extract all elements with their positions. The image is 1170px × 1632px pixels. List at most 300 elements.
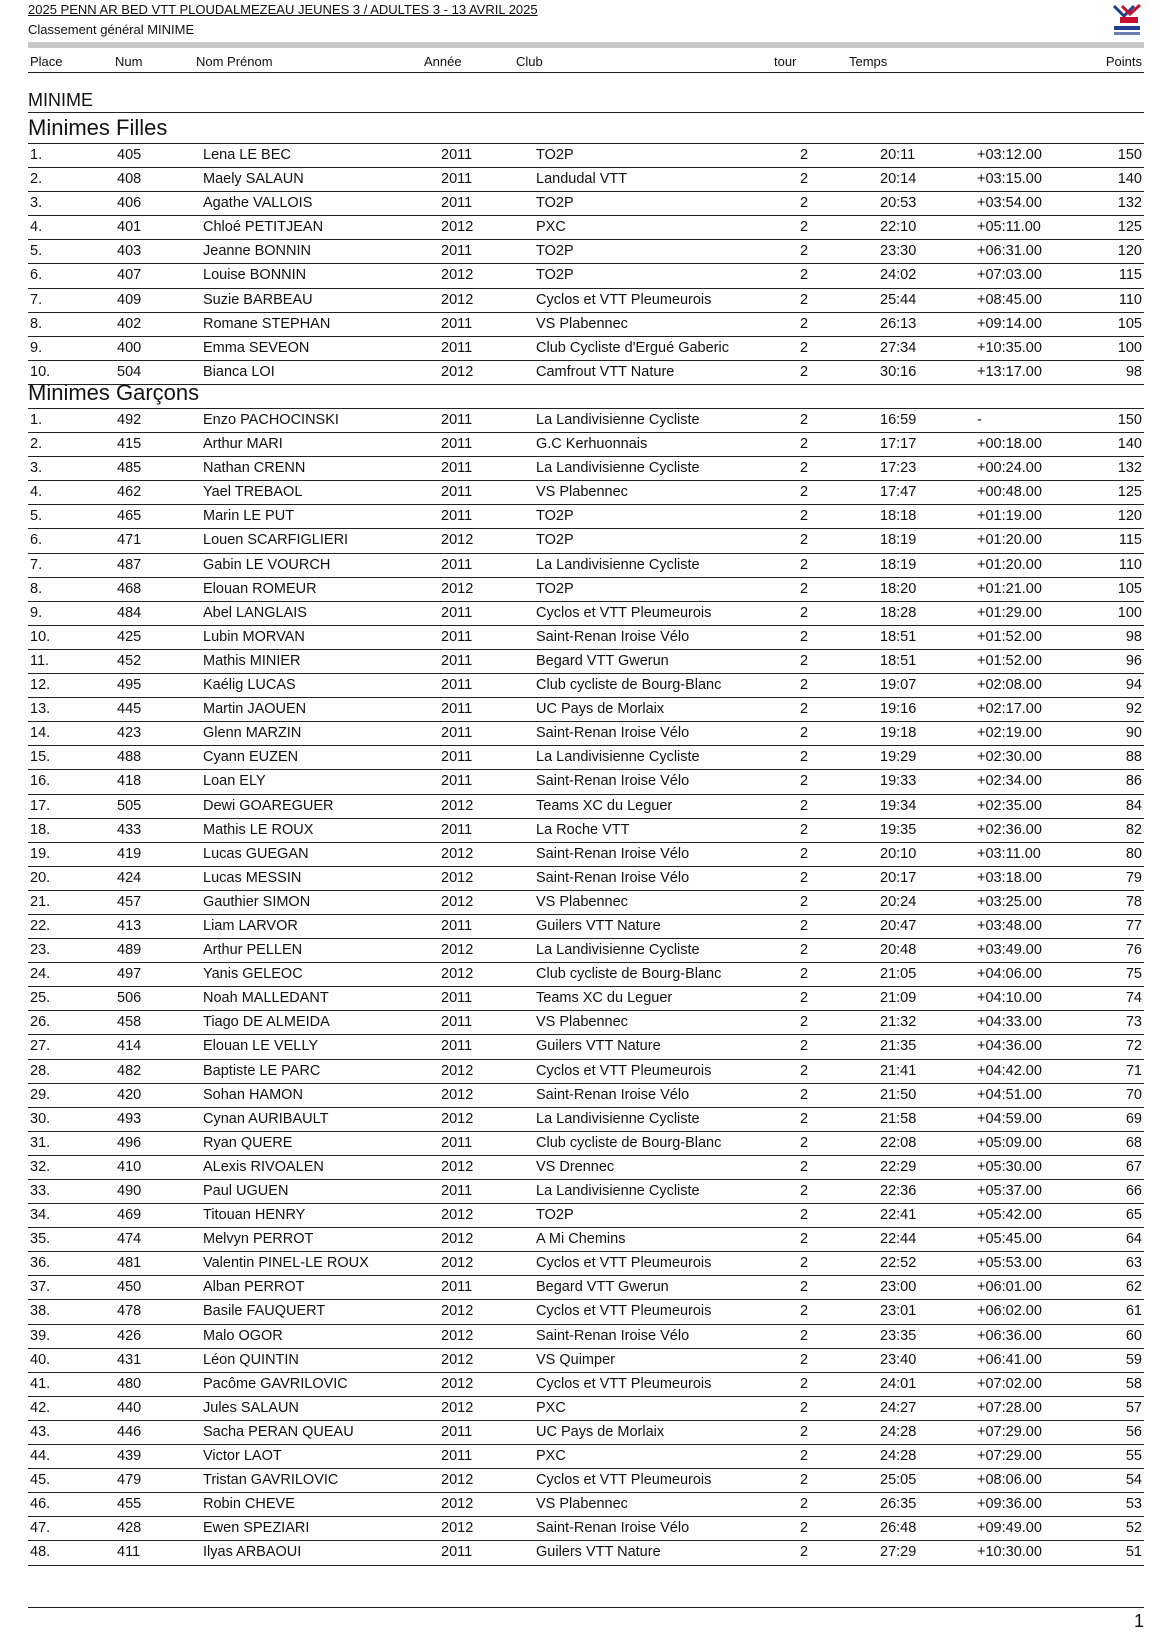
cell-name: Gauthier SIMON [203,893,311,910]
cell-num: 406 [117,195,142,212]
cell-name: Yanis GELEOC [203,966,303,983]
cell-year: 2012 [441,869,474,886]
cell-year: 2011 [441,436,473,453]
cell-year: 2012 [441,1158,474,1175]
cell-year: 2012 [441,363,474,380]
cell-gap: +01:19.00 [977,508,1042,525]
cell-club: Cyclos et VTT Pleumeurois [536,1062,712,1079]
table-row [28,1180,1144,1204]
cell-time: 21:58 [880,1110,917,1127]
cell-time: 30:16 [880,363,917,380]
cell-time: 20:47 [880,917,917,934]
cell-time: 24:01 [880,1375,917,1392]
cell-points: 55 [1125,1448,1142,1465]
cell-num: 419 [117,845,142,862]
cell-time: 23:35 [880,1327,917,1344]
cell-gap: +09:14.00 [977,315,1042,332]
table-row [28,795,1144,819]
cell-gap: +05:42.00 [977,1207,1042,1224]
cell-club: Cyclos et VTT Pleumeurois [536,1375,712,1392]
cell-club: Saint-Renan Iroise Vélo [536,1327,690,1344]
cell-num: 424 [117,869,142,886]
cell-tour: 2 [800,1303,809,1320]
cell-points: 96 [1125,652,1142,669]
cell-time: 21:05 [880,966,917,983]
cell-num: 425 [117,628,142,645]
cell-place: 34. [30,1207,51,1224]
cell-club: PXC [536,1448,566,1465]
cell-club: Teams XC du Leguer [536,797,673,814]
cell-points: 88 [1125,749,1142,766]
cell-num: 484 [117,604,142,621]
cell-place: 9. [30,604,43,621]
cell-time: 23:40 [880,1351,917,1368]
table-row [28,1493,1144,1517]
cell-name: Abel LANGLAIS [203,604,307,621]
cell-year: 2011 [441,652,473,669]
cell-tour: 2 [800,1038,809,1055]
cell-year: 2012 [441,1399,474,1416]
cell-gap: +13:17.00 [977,363,1042,380]
cell-name: Cynan AURIBAULT [203,1110,329,1127]
cell-name: Louise BONNIN [203,267,307,284]
cell-gap: +04:10.00 [977,990,1042,1007]
cell-num: 433 [117,821,142,838]
table-row [28,433,1144,457]
cell-tour: 2 [800,436,809,453]
cell-points: 73 [1125,1014,1142,1031]
cell-gap: +07:03.00 [977,267,1042,284]
cell-year: 2011 [441,1423,473,1440]
cell-points: 120 [1117,508,1142,525]
cell-time: 19:18 [880,725,917,742]
cell-num: 490 [117,1183,142,1199]
cell-gap: +06:31.00 [977,243,1042,260]
cell-gap: +01:20.00 [977,532,1042,549]
cell-name: Yael TREBAOL [203,484,303,501]
cell-name: Tiago DE ALMEIDA [203,1014,330,1031]
cell-num: 428 [117,1520,142,1537]
cell-num: 482 [117,1062,142,1079]
cell-gap: +00:18.00 [977,436,1042,453]
cell-gap: +02:17.00 [977,701,1042,718]
cell-num: 413 [117,917,142,934]
cell-num: 440 [117,1399,142,1416]
cell-num: 493 [117,1110,142,1127]
cell-name: Liam LARVOR [203,917,298,934]
cell-num: 479 [117,1472,142,1489]
cell-club: Club cycliste de Bourg-Blanc [536,677,722,694]
cell-name: Jeanne BONNIN [203,243,311,260]
cell-time: 22:41 [880,1207,917,1224]
cell-points: 82 [1125,821,1142,838]
cell-year: 2012 [441,1231,474,1248]
cell-points: 98 [1125,363,1142,380]
table-row [28,1084,1144,1108]
cell-gap: +04:33.00 [977,1014,1042,1031]
cell-club: Club Cycliste d'Ergué Gaberic [536,339,729,356]
cell-tour: 2 [800,1134,809,1151]
cell-num: 401 [117,219,142,236]
cell-points: 90 [1125,725,1142,742]
cell-club: UC Pays de Morlaix [536,701,665,718]
cell-club: Begard VTT Gwerun [536,652,669,669]
cell-name: Cyann EUZEN [203,749,299,766]
cell-time: 19:33 [880,773,917,790]
cell-time: 27:34 [880,339,917,356]
cell-name: Sohan HAMON [203,1086,303,1103]
cell-year: 2011 [441,171,473,188]
cell-num: 489 [117,942,142,959]
cell-time: 23:01 [880,1303,917,1320]
cell-club: G.C Kerhuonnais [536,436,648,453]
cell-points: 69 [1125,1110,1142,1127]
column-header-row [28,52,1144,73]
cell-club: La Landivisienne Cycliste [536,412,700,428]
cell-year: 2011 [441,701,473,718]
cell-place: 43. [30,1423,51,1440]
cell-gap: +07:28.00 [977,1399,1042,1416]
cell-year: 2011 [441,147,473,163]
cell-place: 1. [30,412,43,428]
cell-year: 2011 [441,1183,473,1199]
cell-club: La Landivisienne Cycliste [536,1110,700,1127]
table-row [28,264,1144,288]
cell-place: 8. [30,315,43,332]
cell-name: Arthur MARI [203,436,283,453]
cell-name: Tristan GAVRILOVIC [203,1472,339,1489]
cell-num: 450 [117,1279,142,1296]
cell-tour: 2 [800,363,809,380]
cell-num: 481 [117,1255,142,1272]
table-row [28,1541,1144,1565]
cell-time: 19:29 [880,749,917,766]
cell-year: 2011 [441,1448,473,1465]
cell-club: Saint-Renan Iroise Vélo [536,1086,690,1103]
cell-place: 28. [30,1062,51,1079]
table-row [28,1445,1144,1469]
cell-place: 9. [30,339,43,356]
cell-place: 29. [30,1086,51,1103]
footer-divider [28,1607,1144,1608]
table-row [28,457,1144,481]
cell-time: 18:28 [880,604,917,621]
cell-gap: +03:18.00 [977,869,1042,886]
table-row [28,867,1144,891]
cell-tour: 2 [800,821,809,838]
cell-year: 2012 [441,1086,474,1103]
cell-place: 25. [30,990,51,1007]
cell-num: 458 [117,1014,142,1031]
cell-year: 2011 [441,1014,473,1031]
cell-place: 45. [30,1472,51,1489]
cell-num: 415 [117,436,142,453]
cell-points: 125 [1117,219,1142,236]
cell-time: 20:14 [880,171,917,188]
cell-points: 105 [1117,315,1142,332]
cell-num: 485 [117,460,142,477]
cell-points: 68 [1125,1134,1142,1151]
cell-name: Dewi GOAREGUER [203,797,334,814]
cell-tour: 2 [800,291,809,308]
results-table [28,408,1144,1566]
cell-gap: +04:51.00 [977,1086,1042,1103]
column-header-points: Points [1105,54,1142,69]
cell-place: 1. [30,147,43,163]
cell-year: 2011 [441,1038,473,1055]
cell-tour: 2 [800,1520,809,1537]
table-row [28,1011,1144,1035]
column-header-year: Année [424,54,462,69]
cell-gap: +03:15.00 [977,171,1042,188]
cell-num: 462 [117,484,142,501]
cell-time: 26:48 [880,1520,917,1537]
table-row [28,216,1144,240]
cell-club: Begard VTT Gwerun [536,1279,669,1296]
cell-gap: +03:54.00 [977,195,1042,212]
cell-place: 7. [30,556,43,573]
results-table [28,143,1144,385]
cell-club: Club cycliste de Bourg-Blanc [536,1134,722,1151]
cell-place: 42. [30,1399,51,1416]
table-row [28,963,1144,987]
cell-tour: 2 [800,1062,809,1079]
cell-points: 79 [1125,869,1142,886]
cell-num: 495 [117,677,142,694]
cell-club: VS Plabennec [536,893,628,910]
cell-time: 22:08 [880,1134,917,1151]
cell-gap: +03:49.00 [977,942,1042,959]
cell-club: Cyclos et VTT Pleumeurois [536,604,712,621]
cell-tour: 2 [800,460,809,477]
cell-points: 63 [1125,1255,1142,1272]
cell-tour: 2 [800,171,809,188]
cell-num: 420 [117,1086,142,1103]
cell-club: Camfrout VTT Nature [536,363,675,380]
cell-place: 22. [30,917,51,934]
cell-num: 505 [117,797,142,814]
cell-time: 20:24 [880,893,917,910]
cell-place: 20. [30,869,51,886]
cell-place: 44. [30,1448,51,1465]
cell-tour: 2 [800,628,809,645]
cell-time: 20:53 [880,195,917,212]
cell-place: 4. [30,219,43,236]
column-header-tour: tour [774,54,797,69]
cell-place: 2. [30,171,43,188]
cell-place: 11. [30,652,50,669]
cell-time: 17:23 [880,460,917,477]
cell-gap: +05:11.00 [977,219,1041,236]
cell-place: 27. [30,1038,51,1055]
cell-num: 403 [117,243,142,260]
cell-place: 3. [30,460,43,477]
cell-year: 2011 [441,484,473,501]
cell-time: 18:20 [880,580,917,597]
cell-points: 84 [1125,797,1142,814]
cell-year: 2011 [441,412,473,428]
cell-place: 33. [30,1183,51,1199]
cell-num: 457 [117,893,142,910]
table-row [28,1228,1144,1252]
cell-place: 3. [30,195,43,212]
cell-club: TO2P [536,1207,574,1224]
cell-place: 18. [30,821,51,838]
cell-year: 2012 [441,1327,474,1344]
table-row [28,1035,1144,1059]
cell-points: 110 [1118,556,1142,573]
cell-name: Agathe VALLOIS [203,195,313,212]
cell-club: TO2P [536,243,574,260]
cell-num: 418 [117,773,142,790]
cell-points: 120 [1117,243,1142,260]
table-row [28,915,1144,939]
cell-club: PXC [536,1399,566,1416]
cell-num: 414 [117,1038,142,1055]
cell-points: 115 [1118,532,1142,549]
cell-year: 2011 [441,749,473,766]
cell-name: Paul UGUEN [203,1183,289,1199]
cell-name: Martin JAOUEN [203,701,307,718]
cell-time: 20:17 [880,869,917,886]
cell-time: 19:07 [880,677,917,694]
cell-tour: 2 [800,869,809,886]
cell-points: 72 [1125,1038,1142,1055]
cell-name: Emma SEVEON [203,339,310,356]
cell-gap: +07:29.00 [977,1448,1042,1465]
table-row [28,1397,1144,1421]
cell-time: 20:10 [880,845,917,862]
cell-num: 400 [117,339,142,356]
cell-club: Club cycliste de Bourg-Blanc [536,966,722,983]
cell-place: 6. [30,267,43,284]
cell-tour: 2 [800,1423,809,1440]
cell-points: 51 [1125,1544,1142,1561]
cell-num: 407 [117,267,142,284]
cell-club: TO2P [536,580,574,597]
cell-place: 15. [30,749,51,766]
cell-time: 24:27 [880,1399,917,1416]
cell-points: 100 [1117,339,1142,356]
cell-gap: +03:12.00 [977,147,1042,163]
cell-points: 132 [1117,460,1142,477]
column-header-place: Place [30,54,63,69]
cell-points: 110 [1118,291,1142,308]
table-row [28,144,1144,168]
cell-club: VS Plabennec [536,1496,628,1513]
cell-place: 38. [30,1303,51,1320]
cell-name: Nathan CRENN [203,460,306,477]
cell-points: 57 [1125,1399,1142,1416]
federation-logo-icon [1110,2,1144,38]
cell-club: La Landivisienne Cycliste [536,1183,700,1199]
cell-points: 132 [1117,195,1142,212]
cell-name: Robin CHEVE [203,1496,295,1513]
cell-name: Chloé PETITJEAN [203,219,324,236]
table-row [28,987,1144,1011]
cell-year: 2011 [441,195,473,212]
cell-club: Saint-Renan Iroise Vélo [536,628,690,645]
cell-club: VS Quimper [536,1351,615,1368]
cell-name: Elouan LE VELLY [203,1038,319,1055]
cell-place: 16. [30,773,51,790]
cell-time: 25:44 [880,291,917,308]
cell-points: 140 [1117,436,1142,453]
cell-club: VS Plabennec [536,315,628,332]
cell-points: 64 [1125,1231,1142,1248]
cell-time: 19:35 [880,821,917,838]
cell-name: Ryan QUERE [203,1134,293,1151]
cell-club: Cyclos et VTT Pleumeurois [536,1472,712,1489]
cell-tour: 2 [800,1014,809,1031]
cell-name: ALexis RIVOALEN [203,1158,324,1175]
cell-num: 445 [117,701,142,718]
cell-points: 74 [1125,990,1142,1007]
cell-place: 24. [30,966,51,983]
cell-club: Saint-Renan Iroise Vélo [536,1520,690,1537]
table-row [28,674,1144,698]
cell-year: 2011 [441,677,473,694]
cell-year: 2011 [441,821,473,838]
cell-num: 497 [117,966,142,983]
cell-time: 27:29 [880,1544,917,1561]
cell-place: 19. [30,845,51,862]
cell-place: 41. [30,1375,51,1392]
cell-time: 22:44 [880,1231,917,1248]
table-row [28,626,1144,650]
cell-points: 140 [1117,171,1142,188]
cell-time: 20:11 [880,147,916,163]
cell-place: 48. [30,1544,51,1561]
cell-year: 2012 [441,845,474,862]
cell-time: 19:34 [880,797,917,814]
cell-points: 60 [1125,1327,1142,1344]
table-row [28,168,1144,192]
cell-gap: +03:11.00 [977,845,1041,862]
cell-gap: +08:45.00 [977,291,1042,308]
cell-num: 411 [117,1544,141,1561]
cell-time: 21:35 [880,1038,917,1055]
cell-tour: 2 [800,1375,809,1392]
cell-club: Guilers VTT Nature [536,917,661,934]
cell-year: 2012 [441,893,474,910]
cell-gap: +09:49.00 [977,1520,1042,1537]
cell-club: La Landivisienne Cycliste [536,556,700,573]
cell-num: 431 [117,1351,142,1368]
cell-gap: +02:36.00 [977,821,1042,838]
cell-points: 105 [1117,580,1142,597]
cell-time: 21:50 [880,1086,917,1103]
cell-club: La Landivisienne Cycliste [536,942,700,959]
cell-points: 76 [1125,942,1142,959]
cell-year: 2011 [441,243,473,260]
cell-tour: 2 [800,966,809,983]
table-row [28,1156,1144,1180]
cell-time: 25:05 [880,1472,917,1489]
cell-num: 408 [117,171,142,188]
cell-num: 504 [117,363,142,380]
table-row [28,698,1144,722]
cell-tour: 2 [800,1158,809,1175]
group-title: Minimes Garçons [28,380,200,405]
cell-points: 75 [1125,966,1142,983]
table-row [28,554,1144,578]
cell-points: 70 [1125,1086,1142,1103]
cell-num: 488 [117,749,142,766]
cell-num: 439 [117,1448,142,1465]
cell-points: 53 [1125,1496,1142,1513]
cell-gap: +04:36.00 [977,1038,1042,1055]
